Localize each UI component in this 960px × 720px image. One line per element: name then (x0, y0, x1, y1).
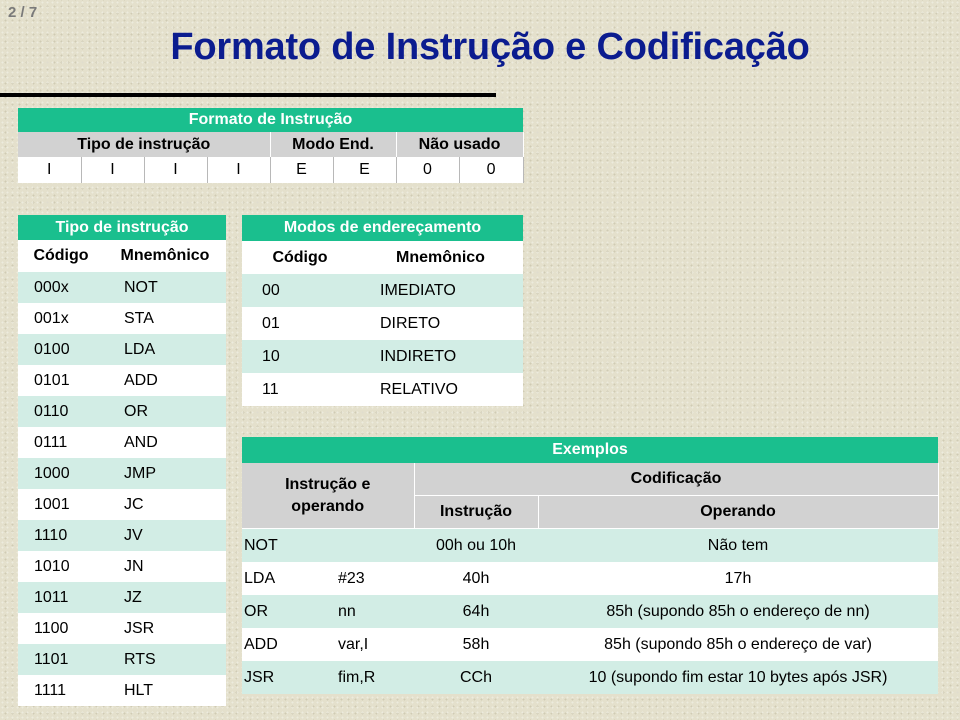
type-mnemonic: JZ (124, 588, 142, 606)
modes-col-code: Código (242, 241, 358, 274)
type-mnemonic: JN (124, 557, 144, 575)
format-bit: I (144, 157, 207, 183)
example-opcode: 40h (462, 569, 490, 587)
type-mnemonic: LDA (124, 340, 156, 358)
example-opcode: 58h (462, 635, 490, 653)
type-mnemonic: JV (124, 526, 143, 544)
examples-col-instr-operand: Instrução e operando (242, 463, 414, 529)
example-mnemonic: NOT (244, 536, 278, 554)
type-code: 1101 (34, 650, 69, 668)
example-operand-arg: #23 (338, 569, 365, 587)
type-code: 1010 (34, 557, 70, 575)
type-mnemonic: ADD (124, 371, 158, 389)
examples-header: Exemplos (552, 441, 628, 458)
format-col-unused: Não usado (396, 132, 523, 157)
example-operand-code: 85h (supondo 85h o endereço de var) (604, 635, 872, 653)
mode-mnemonic: INDIRETO (380, 347, 457, 365)
mode-code: 11 (262, 380, 279, 398)
type-code: 0101 (34, 371, 70, 389)
type-mnemonic: JC (124, 495, 144, 513)
example-mnemonic: JSR (244, 668, 275, 686)
examples-table (242, 437, 939, 694)
example-operand-arg: fim,R (338, 668, 376, 686)
type-col-mnemonic: Mnemônico (104, 240, 226, 272)
example-opcode: 00h ou 10h (435, 536, 517, 554)
example-operand-code: Não tem (707, 536, 769, 554)
type-code: 1000 (34, 464, 70, 482)
example-operand-arg (338, 529, 414, 563)
example-operand-code: 85h (supondo 85h o endereço de nn) (606, 602, 870, 620)
type-mnemonic: NOT (124, 278, 158, 296)
modes-header: Modos de endereçamento (283, 219, 482, 236)
format-bit: E (333, 157, 396, 183)
title-underline (0, 93, 496, 97)
type-header: Tipo de instrução (55, 218, 189, 236)
type-code: 0100 (34, 340, 70, 358)
addressing-modes-table (242, 215, 523, 406)
modes-col-mnemonic: Mnemônico (358, 241, 523, 274)
format-bit: E (270, 157, 333, 183)
type-mnemonic: HLT (124, 681, 154, 699)
type-code: 1001 (34, 495, 70, 513)
example-mnemonic: ADD (244, 635, 278, 653)
format-bit: I (207, 157, 270, 183)
type-code: 0110 (34, 402, 69, 420)
instruction-type-table (18, 215, 226, 706)
example-mnemonic: OR (244, 602, 268, 620)
type-mnemonic: JSR (124, 619, 155, 637)
type-code: 001x (34, 309, 69, 327)
format-bit: 0 (459, 157, 523, 183)
type-mnemonic: AND (124, 433, 158, 451)
examples-col-operand: Operando (538, 496, 938, 529)
mode-mnemonic: RELATIVO (380, 380, 458, 398)
example-opcode: 64h (462, 602, 490, 620)
type-code: 1100 (34, 619, 69, 637)
example-opcode: CCh (459, 668, 492, 686)
mode-code: 01 (262, 314, 280, 332)
mode-code: 00 (262, 281, 280, 299)
type-code: 000x (34, 278, 69, 296)
type-mnemonic: JMP (124, 464, 156, 482)
instruction-format-table (18, 108, 524, 183)
type-mnemonic: OR (124, 402, 148, 420)
example-operand-code: 10 (supondo fim estar 10 bytes após JSR) (588, 668, 888, 686)
format-col-type: Tipo de instrução (18, 132, 270, 157)
example-mnemonic: LDA (244, 569, 276, 587)
format-bit: 0 (396, 157, 459, 183)
type-code: 0111 (34, 433, 68, 451)
mode-code: 10 (262, 347, 280, 365)
examples-col-encoding: Codificação (414, 463, 938, 496)
mode-mnemonic: IMEDIATO (380, 281, 456, 299)
format-bit: I (18, 157, 81, 183)
format-bit: I (81, 157, 144, 183)
type-code: 1011 (34, 588, 69, 606)
type-col-code: Código (18, 240, 104, 272)
page-title: Formato de Instrução e Codificação (170, 26, 810, 68)
format-header: Formato de Instrução (18, 108, 523, 132)
example-operand-arg: var,I (338, 635, 369, 653)
type-code: 1111 (34, 681, 67, 699)
example-operand-code: 17h (724, 569, 752, 587)
page-number: 2 / 7 (8, 4, 38, 21)
format-col-mode: Modo End. (270, 132, 396, 157)
type-mnemonic: STA (124, 309, 154, 327)
examples-col-instruction: Instrução (414, 496, 538, 529)
type-code: 1110 (34, 526, 68, 544)
example-operand-arg: nn (338, 602, 356, 620)
mode-mnemonic: DIRETO (380, 314, 441, 332)
type-mnemonic: RTS (124, 650, 156, 668)
